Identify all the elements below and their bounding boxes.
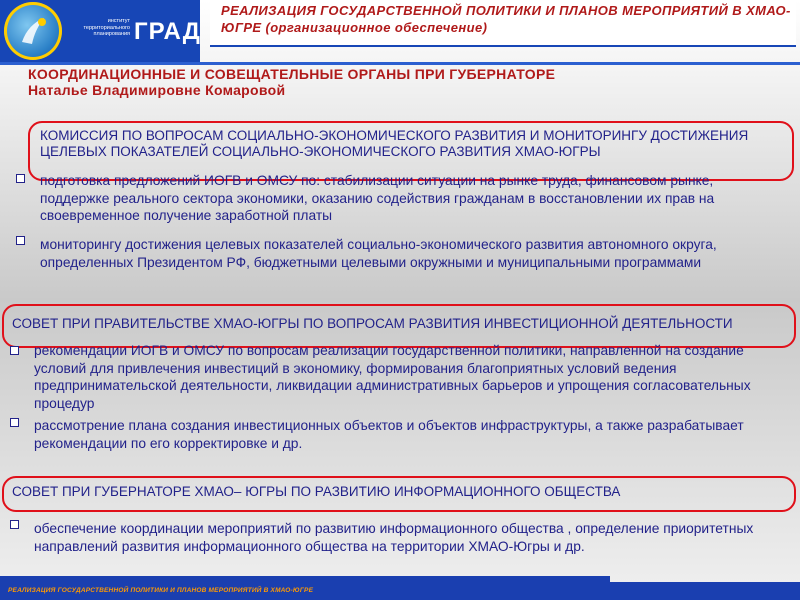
bullet-icon [16, 236, 25, 245]
logo-emblem-icon [4, 2, 62, 60]
heading-line-1: КООРДИНАЦИОННЫЕ И СОВЕЩАТЕЛЬНЫЕ ОРГАНЫ ПРИ ГУБЕРНАТОРЕ [28, 66, 556, 82]
logo-bar [0, 0, 200, 62]
commission-title: КОМИССИЯ ПО ВОПРОСАМ СОЦИАЛЬНО-ЭКОНОМИЧЕСКОГО РАЗВИТИЯ И МОНИТОРИНГУ ДОСТИЖЕНИЯ ЦЕЛЕВЫХ ПОКАЗАТЕЛЕЙ СОЦИАЛЬНО-ЭКОНОМИЧЕСКОГО РАЗВИТИЯ ХМАО-ЮГРЫ [40, 128, 749, 159]
list-item: рассмотрение плана создания инвестиционных объектов и объектов инфраструктуры, а также разрабатывает рекомендации по его корректировке и др. [34, 418, 744, 451]
bullet-icon [10, 418, 19, 427]
logo-brand: ГРАД [134, 18, 201, 45]
list-item: мониторингу достижения целевых показателей социально-экономического развития автономного округа, определенных Президентом РФ, бюджетными целевыми окружными и муниципальными программами [40, 237, 717, 270]
heading-line-2: Наталье Владимировне Комаровой [28, 82, 286, 98]
bullet-icon [16, 174, 25, 183]
logo-institute-text: институт территориального планирования [83, 18, 130, 37]
list-item: рекомендации ИОГВ и ОМСУ по вопросам реализации государственной политики, направленной на создание условий для привлечения инвестиций в экономику, формирования благоприятных условий ведения предпринимательской деятельности, ликвидации административных барьеров и упрощения согласовательных процедур [34, 343, 751, 411]
page-title: РЕАЛИЗАЦИЯ ГОСУДАРСТВЕННОЙ ПОЛИТИКИ И ПЛАНОВ МЕРОПРИЯТИЙ В ХМАО-ЮГРЕ (организационное обеспечение) [221, 3, 791, 35]
bullet-icon [10, 346, 19, 355]
footer-text: РЕАЛИЗАЦИЯ ГОСУДАРСТВЕННОЙ ПОЛИТИКИ И ПЛАНОВ МЕРОПРИЯТИЙ В ХМАО-ЮГРЕ [8, 587, 314, 594]
list-item: подготовка предложений ИОГВ и ОМСУ по: стабилизации ситуации на рынке труда, финансовом рынке, поддержке реального сектора экономики, оказанию содействия гражданам в восстановлении их прав на своевременное получение заработной платы [40, 173, 715, 223]
bullet-icon [10, 520, 19, 529]
investment-council-title: СОВЕТ ПРИ ПРАВИТЕЛЬСТВЕ ХМАО-ЮГРЫ ПО ВОПРОСАМ РАЗВИТИЯ ИНВЕСТИЦИОННОЙ ДЕЯТЕЛЬНОСТИ [12, 316, 733, 331]
information-society-title: СОВЕТ ПРИ ГУБЕРНАТОРЕ ХМАО– ЮГРЫ ПО РАЗВИТИЮ ИНФОРМАЦИОННОГО ОБЩЕСТВА [12, 484, 621, 499]
header-divider [0, 62, 800, 65]
section-heading [28, 66, 788, 98]
list-item: обеспечение координации мероприятий по развитию информационного общества , определение приоритетных направлений развития информационного общества на территории ХМАО-Югры и др. [34, 521, 754, 554]
